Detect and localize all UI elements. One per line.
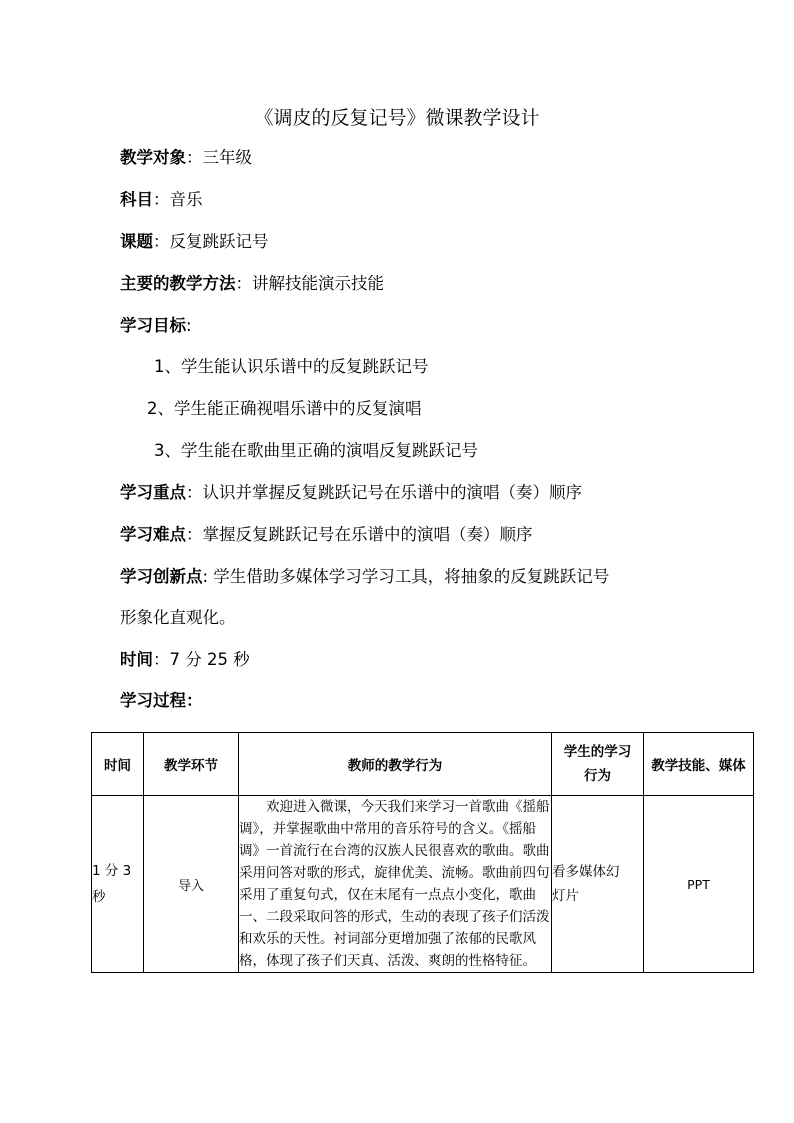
row-time-line1: 1 分 3	[92, 863, 132, 879]
topic-label: 课题	[120, 232, 153, 251]
goals-label: 学习目标	[120, 316, 186, 335]
row-student-line1: 看多媒体幻	[552, 864, 620, 880]
header-media: 教学技能、媒体	[644, 733, 754, 796]
process-label: 学习过程：	[120, 691, 203, 710]
subject-line	[120, 188, 203, 212]
method-value: ：讲解技能演示技能	[235, 274, 384, 293]
target-label: 教学对象	[120, 148, 186, 167]
row-teacher-behavior: 欢迎进入微课，今天我们来学习一首歌曲《摇船调》，并掌握歌曲中常用的音乐符号的含义。《摇船调》一首流行在台湾的汉族人民很喜欢的歌曲。歌曲采用问答对歌的形式，旋律优美、流畅。歌曲前四句采用了重复句式，仅在末尾有一点点小变化，歌曲一、二段采取问答的形式，生动的表现了孩子们活泼和欢乐的天性。衬词部分更增加强了浓郁的民歌风格，体现了孩子们天真、活泼、爽朗的性格特征。	[239, 796, 552, 973]
goal-item-2: 2、学生能正确视唱乐谱中的反复演唱	[147, 399, 422, 418]
table-header-row	[92, 733, 754, 796]
header-student-line2: 行为	[584, 768, 611, 784]
innovation-line	[120, 565, 609, 589]
goal-item-3: 3、学生能在歌曲里正确的演唱反复跳跃记号	[154, 441, 478, 460]
difficult-point-label: 学习难点	[120, 525, 186, 544]
innovation-label: 学习创新点	[120, 567, 203, 586]
innovation-value: : 学生借助多媒体学习学习工具，将抽象的反复跳跃记号	[202, 567, 610, 586]
method-label: 主要的教学方法	[120, 274, 236, 293]
process-table	[91, 732, 754, 973]
process-heading	[120, 689, 203, 713]
row-stage: 导入	[144, 796, 239, 973]
subject-value: ：音乐	[153, 190, 203, 209]
header-stage: 教学环节	[144, 733, 239, 796]
method-line	[120, 272, 384, 296]
time-value: ：7 分 25 秒	[153, 650, 250, 669]
time-line	[120, 648, 250, 672]
row-student-line2: 灯片	[552, 888, 579, 904]
subject-label: 科目	[120, 190, 153, 209]
header-time: 时间	[92, 733, 144, 796]
header-teacher-behavior: 教师的教学行为	[239, 733, 552, 796]
document-title: 《调皮的反复记号》微课教学设计	[254, 107, 540, 129]
key-point-label: 学习重点	[120, 483, 186, 502]
innovation-continuation: 形象化直观化。	[120, 608, 236, 627]
key-point-line	[120, 481, 582, 505]
table-row	[92, 796, 754, 973]
difficult-point-line	[120, 523, 533, 547]
goals-colon: :	[186, 316, 192, 335]
header-student-behavior	[552, 733, 644, 796]
row-media: PPT	[644, 796, 754, 973]
difficult-point-value: ：掌握反复跳跃记号在乐谱中的演唱（奏）顺序	[186, 525, 533, 544]
key-point-value: ：认识并掌握反复跳跃记号在乐谱中的演唱（奏）顺序	[186, 483, 582, 502]
goal-item-1: 1、学生能认识乐谱中的反复跳跃记号	[154, 357, 429, 376]
time-label: 时间	[120, 650, 153, 669]
target-value: ：三年级	[186, 148, 252, 167]
row-student-behavior	[552, 796, 644, 973]
topic-line	[120, 230, 269, 254]
row-time-line2: 秒	[92, 889, 106, 905]
row-time	[92, 796, 144, 973]
goals-heading	[120, 314, 192, 338]
target-line	[120, 146, 252, 170]
header-student-line1: 学生的学习	[563, 744, 632, 760]
topic-value: ：反复跳跃记号	[153, 232, 269, 251]
